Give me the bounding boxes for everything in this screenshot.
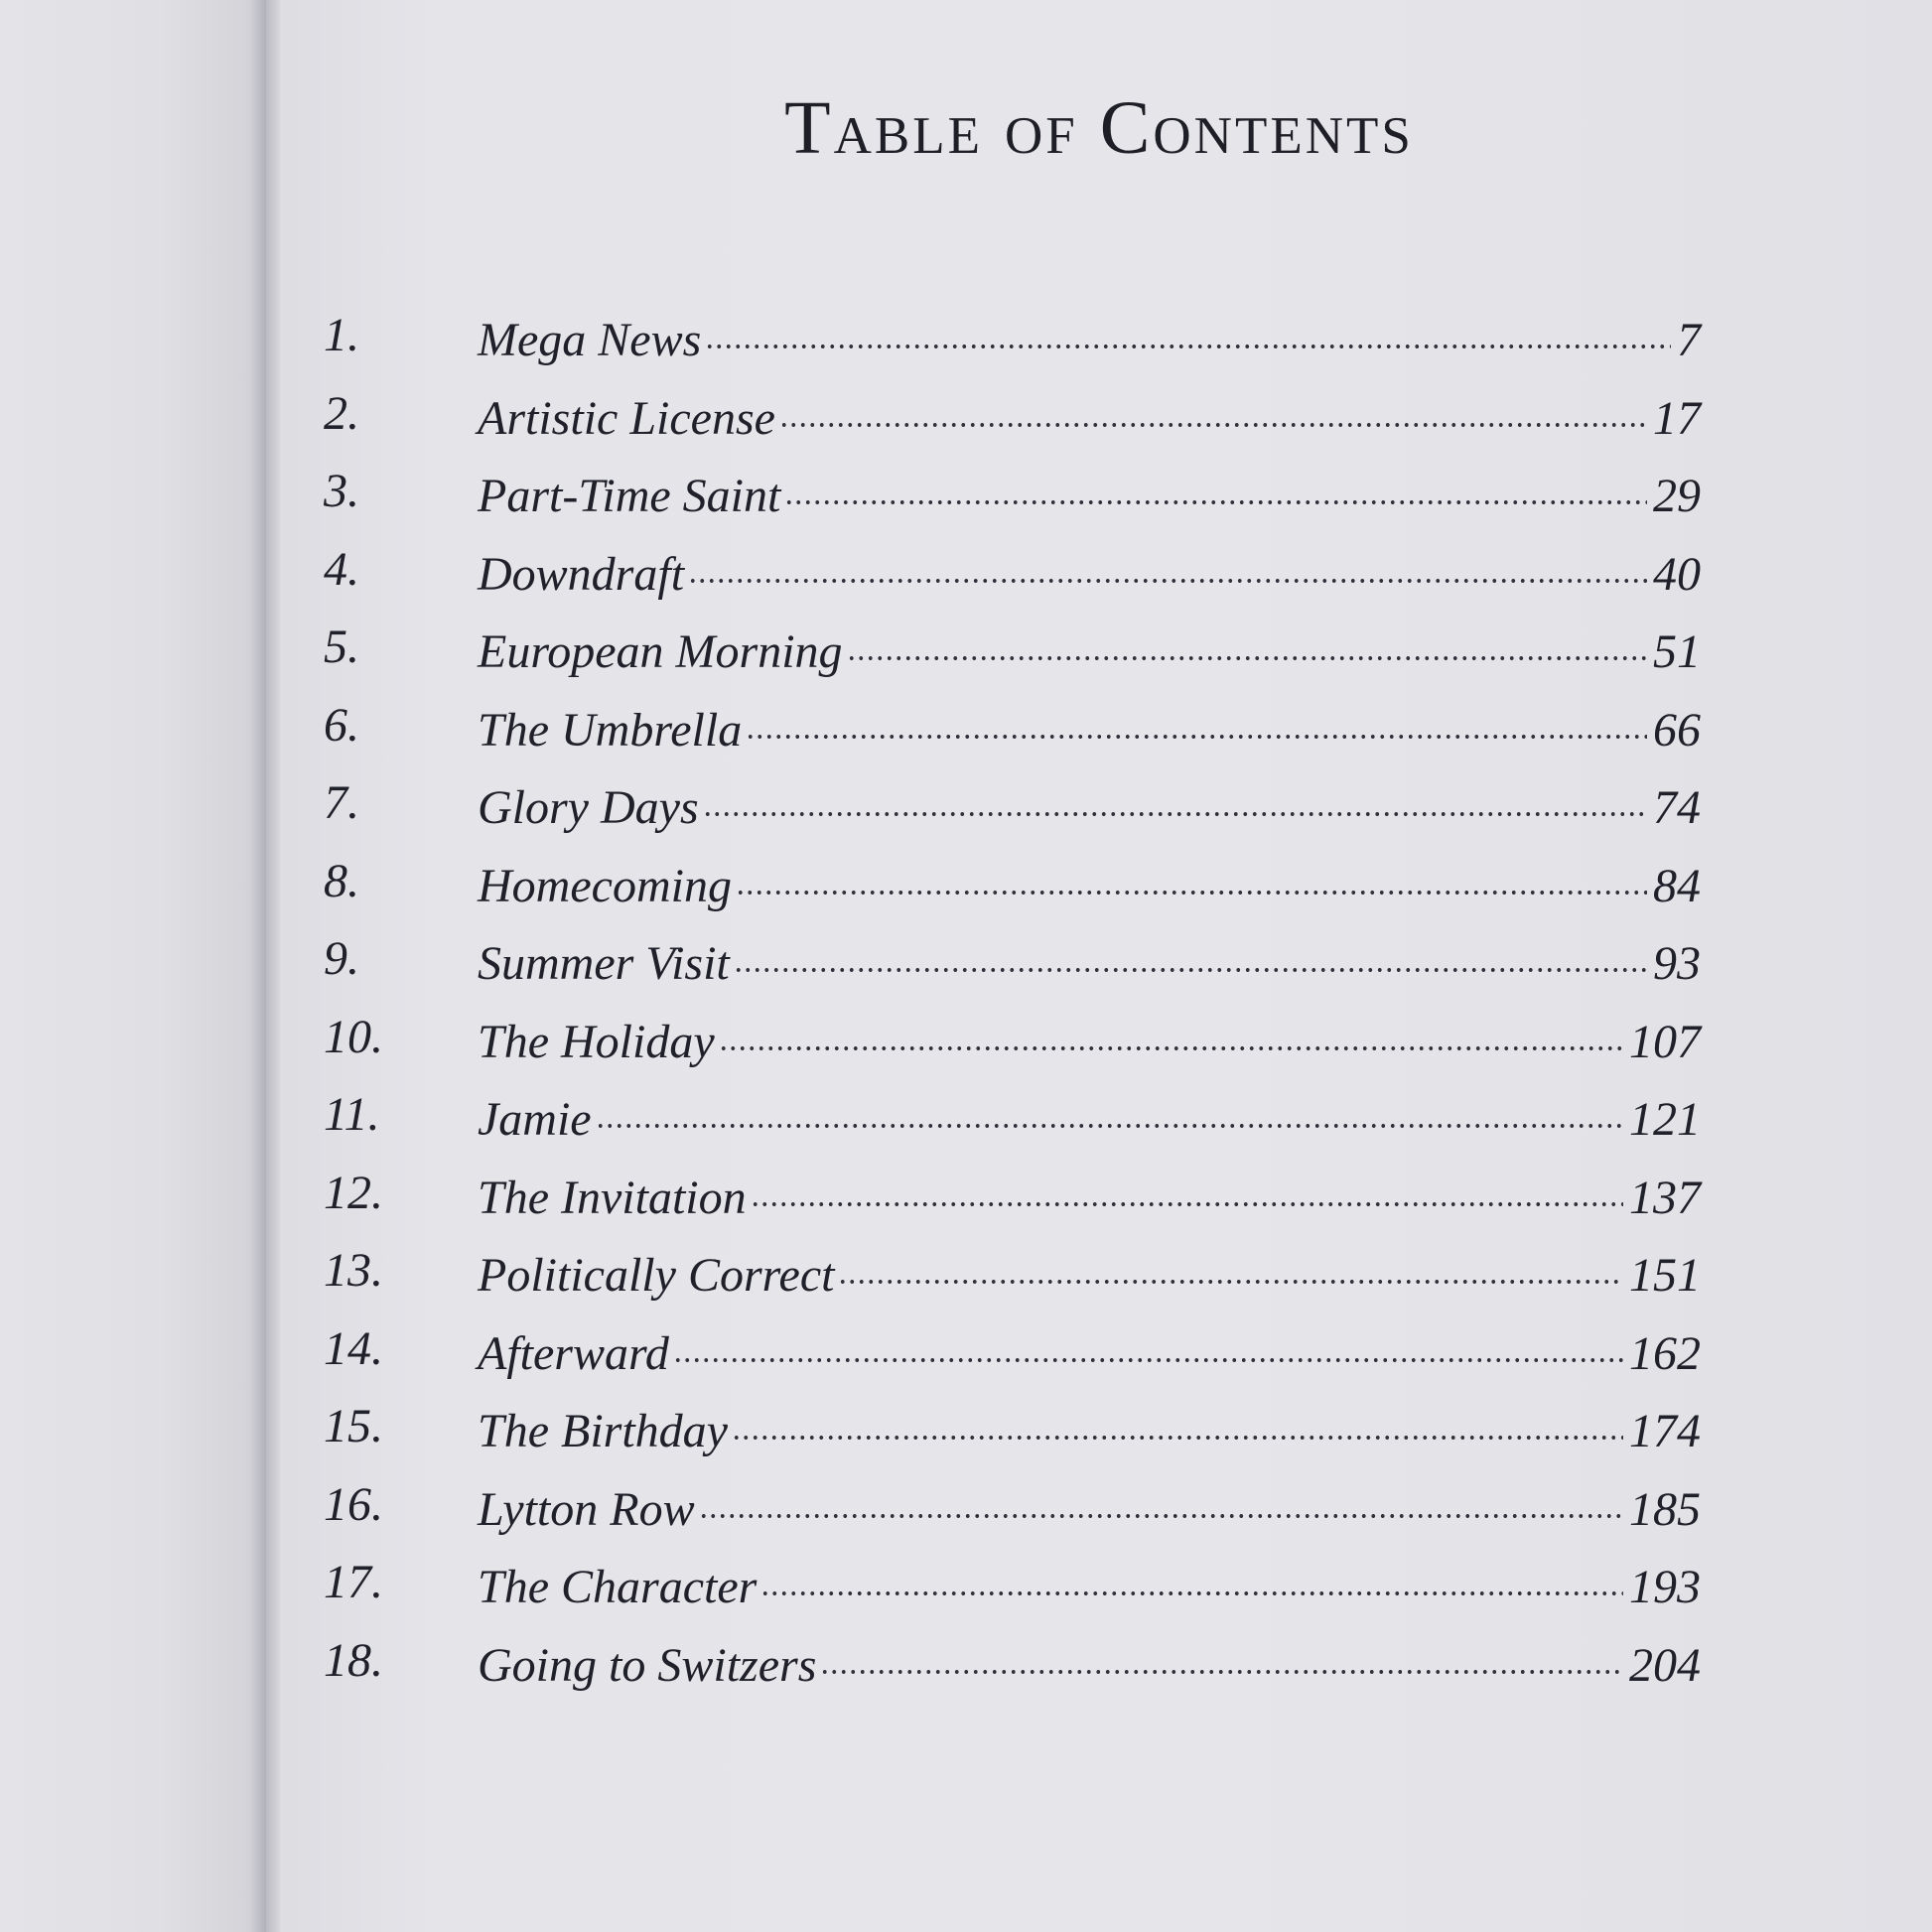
chapter-number: 6. (324, 698, 359, 752)
dot-leader (847, 620, 1647, 667)
chapter-line (478, 1321, 1701, 1381)
page-number: 17 (1653, 391, 1701, 445)
chapter-line (478, 931, 1701, 991)
chapter-line (478, 698, 1701, 758)
dot-leader (703, 775, 1647, 823)
chapter-title: The Invitation (478, 1171, 747, 1224)
chapter-title: Mega News (478, 314, 702, 366)
facing-page (0, 0, 266, 1932)
chapter-number: 14. (324, 1321, 383, 1375)
toc-entry (324, 1087, 1932, 1166)
toc-entry (324, 1477, 1932, 1556)
toc-entry (324, 1010, 1932, 1088)
toc-entry (324, 464, 1932, 542)
dot-leader (705, 308, 1671, 355)
chapter-title: Homecoming (478, 859, 732, 912)
toc-entry (324, 931, 1932, 1010)
dot-leader (734, 931, 1647, 979)
page-number: 7 (1677, 314, 1701, 366)
toc-entry (324, 1399, 1932, 1477)
toc-entry (324, 854, 1932, 932)
chapter-number: 8. (324, 854, 359, 907)
page-number: 107 (1629, 1015, 1701, 1068)
contents-page (266, 0, 1932, 1932)
chapter-line (478, 464, 1701, 523)
toc-entry (324, 542, 1932, 621)
chapter-title: Artistic License (478, 391, 775, 445)
chapter-number: 15. (324, 1400, 383, 1452)
chapter-line (478, 1243, 1701, 1303)
toc-entry (324, 386, 1932, 465)
chapter-line (478, 620, 1701, 679)
dot-leader (699, 1477, 1623, 1525)
dot-leader (820, 1633, 1623, 1681)
page-number: 174 (1629, 1405, 1701, 1457)
dot-leader (688, 542, 1647, 590)
toc-entry (324, 1633, 1932, 1712)
dot-leader (779, 386, 1647, 434)
chapter-title: European Morning (478, 625, 843, 678)
chapter-number: 2. (324, 386, 359, 440)
page-number: 151 (1629, 1249, 1701, 1302)
chapter-title: The Character (478, 1561, 758, 1613)
toc-entry (324, 1555, 1932, 1633)
chapter-line (478, 1555, 1701, 1614)
chapter-line (478, 854, 1701, 913)
chapter-number: 11. (324, 1088, 380, 1141)
chapter-title: Lytton Row (478, 1482, 695, 1536)
chapter-number: 16. (324, 1477, 383, 1531)
chapter-title: Afterward (478, 1326, 669, 1380)
chapter-line (478, 308, 1701, 367)
chapter-title: Summer Visit (478, 937, 730, 990)
chapter-number: 12. (324, 1166, 383, 1219)
dot-leader (673, 1321, 1623, 1369)
dot-leader (760, 1555, 1623, 1602)
toc-entry (324, 1166, 1932, 1244)
chapter-line (478, 1477, 1701, 1537)
chapter-title: Going to Switzers (478, 1638, 817, 1692)
chapter-number: 13. (324, 1244, 383, 1297)
chapter-number: 9. (324, 932, 359, 985)
chapter-title: Downdraft (478, 547, 685, 601)
page-number: 29 (1653, 470, 1701, 522)
dot-leader (596, 1087, 1623, 1135)
page-number: 185 (1629, 1482, 1701, 1536)
toc-entry (324, 698, 1932, 776)
chapter-line (478, 1010, 1701, 1069)
page-number: 204 (1629, 1638, 1701, 1692)
toc-list (324, 308, 1932, 1711)
dot-leader (838, 1243, 1623, 1291)
chapter-number: 7. (324, 776, 359, 829)
page-number: 162 (1629, 1326, 1701, 1380)
chapter-title: Politically Correct (478, 1249, 835, 1302)
chapter-title: The Holiday (478, 1015, 715, 1068)
page-number: 93 (1653, 937, 1701, 990)
chapter-line (478, 775, 1701, 835)
toc-entry (324, 1321, 1932, 1400)
chapter-line (478, 1166, 1701, 1225)
toc-entry (324, 620, 1932, 698)
dot-leader (746, 698, 1647, 746)
toc-entry (324, 308, 1932, 386)
chapter-number: 5. (324, 621, 359, 673)
dot-leader (751, 1166, 1623, 1213)
dot-leader (732, 1399, 1623, 1447)
page-number: 137 (1629, 1171, 1701, 1224)
chapter-number: 1. (324, 309, 359, 361)
page-number: 121 (1629, 1093, 1701, 1146)
toc-entry (324, 1243, 1932, 1321)
chapter-number: 17. (324, 1556, 383, 1608)
chapter-line (478, 386, 1701, 446)
page-number: 40 (1653, 547, 1701, 601)
page-title: Table of Contents (784, 86, 1414, 170)
dot-leader (719, 1010, 1623, 1057)
chapter-number: 18. (324, 1633, 383, 1687)
dot-leader (784, 464, 1647, 511)
chapter-title: Glory Days (478, 781, 699, 834)
page-number: 193 (1629, 1561, 1701, 1613)
page-number: 84 (1653, 859, 1701, 912)
chapter-line (478, 1087, 1701, 1147)
chapter-title: Jamie (478, 1093, 592, 1146)
book-gutter (250, 0, 280, 1932)
chapter-title: The Birthday (478, 1405, 728, 1457)
chapter-number: 4. (324, 542, 359, 596)
chapter-title: Part-Time Saint (478, 470, 781, 522)
page-number: 74 (1653, 781, 1701, 834)
chapter-line (478, 1633, 1701, 1693)
chapter-number: 10. (324, 1010, 383, 1063)
dot-leader (736, 854, 1647, 901)
chapter-line (478, 1399, 1701, 1458)
page-number: 51 (1653, 625, 1701, 678)
chapter-title: The Umbrella (478, 703, 743, 757)
toc-entry (324, 775, 1932, 854)
chapter-line (478, 542, 1701, 602)
chapter-number: 3. (324, 465, 359, 517)
page-number: 66 (1653, 703, 1701, 757)
